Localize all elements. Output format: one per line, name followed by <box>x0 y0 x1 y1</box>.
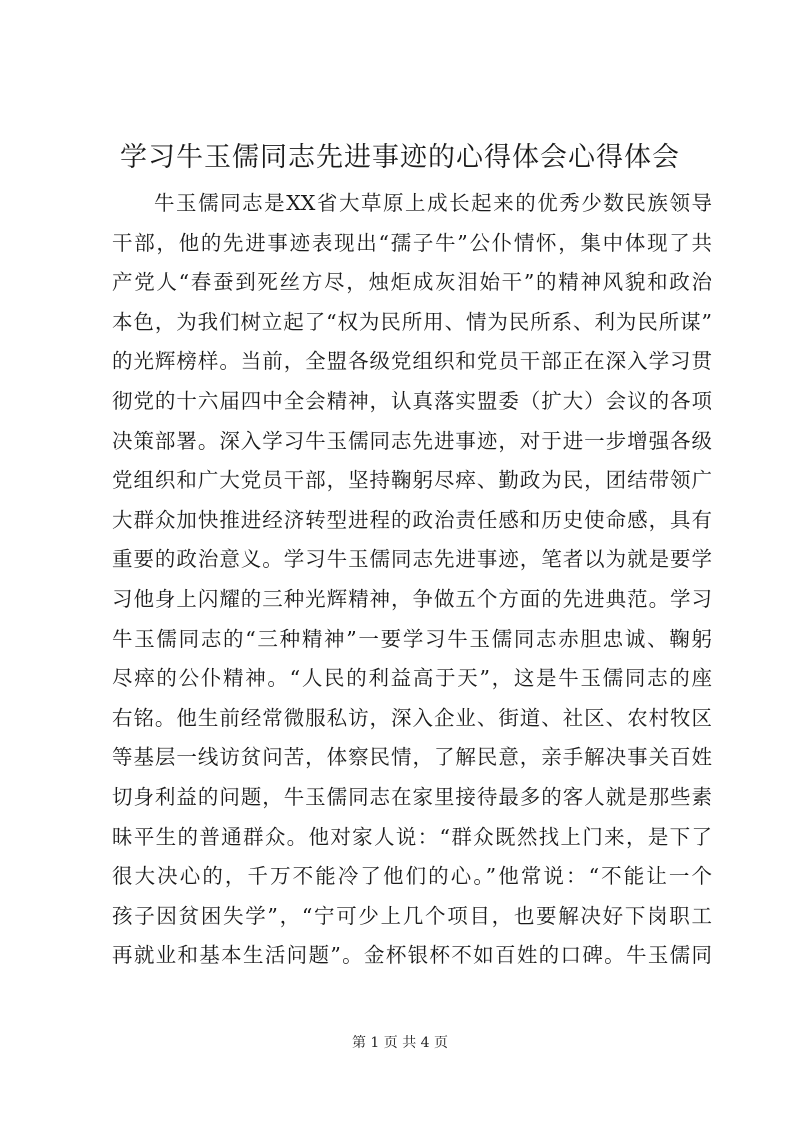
paragraph-line: 孩子因贫困失学”，“宁可少上几个项目，也要解决好下岗职工 <box>112 903 712 928</box>
paragraph-line: 大群众加快推进经济转型进程的政治责任感和历史使命感，具有 <box>112 507 712 532</box>
paragraph-line: 牛玉儒同志的“三种精神”一要学习牛玉儒同志赤胆忠诚、鞠躬 <box>112 626 712 651</box>
paragraph-line: 切身利益的问题，牛玉儒同志在家里接待最多的客人就是那些素 <box>112 784 712 809</box>
paragraph-line: 产党人“春蚕到死丝方尽，烛炬成灰泪始干”的精神风貌和政治 <box>112 270 712 295</box>
paragraph-line: 彻党的十六届四中全会精神，认真落实盟委（扩大）会议的各项 <box>112 388 712 413</box>
paragraph-line: 右铭。他生前经常微服私访，深入企业、街道、社区、农村牧区 <box>112 705 712 730</box>
paragraph-line: 党组织和广大党员干部，坚持鞠躬尽瘁、勤政为民，团结带领广 <box>112 468 712 493</box>
paragraph-line: 重要的政治意义。学习牛玉儒同志先进事迹，笔者以为就是要学 <box>112 547 712 572</box>
paragraph-line: 本色，为我们树立起了“权为民所用、情为民所系、利为民所谋” <box>112 309 712 334</box>
paragraph-line: 尽瘁的公仆精神。“人民的利益高于天”，这是牛玉儒同志的座 <box>112 666 712 691</box>
paragraph-line: 决策部署。深入学习牛玉儒同志先进事迹，对于进一步增强各级 <box>112 428 712 453</box>
paragraph-line: 等基层一线访贫问苦，体察民情，了解民意，亲手解决事关百姓 <box>112 745 712 770</box>
paragraph-line: 再就业和基本生活问题”。金杯银杯不如百姓的口碑。牛玉儒同 <box>112 943 712 968</box>
paragraph-line: 牛玉儒同志是XX省大草原上成长起来的优秀少数民族领导 <box>154 191 712 215</box>
paragraph-line: 昧平生的普通群众。他对家人说：“群众既然找上门来，是下了 <box>112 824 712 849</box>
document-title: 学习牛玉儒同志先进事迹的心得体会心得体会 <box>120 142 680 173</box>
document-body <box>112 184 712 976</box>
page-number-footer: 第 1 页 共 4 页 <box>351 1035 449 1051</box>
paragraph-line: 很大决心的，千万不能冷了他们的心。”他常说：“不能让一个 <box>112 864 712 889</box>
paragraph-line: 习他身上闪耀的三种光辉精神，争做五个方面的先进典范。学习 <box>112 586 712 611</box>
paragraph-line: 的光辉榜样。当前，全盟各级党组织和党员干部正在深入学习贯 <box>112 349 712 374</box>
paragraph-line: 干部，他的先进事迹表现出“孺子牛”公仆情怀，集中体现了共 <box>112 230 712 255</box>
